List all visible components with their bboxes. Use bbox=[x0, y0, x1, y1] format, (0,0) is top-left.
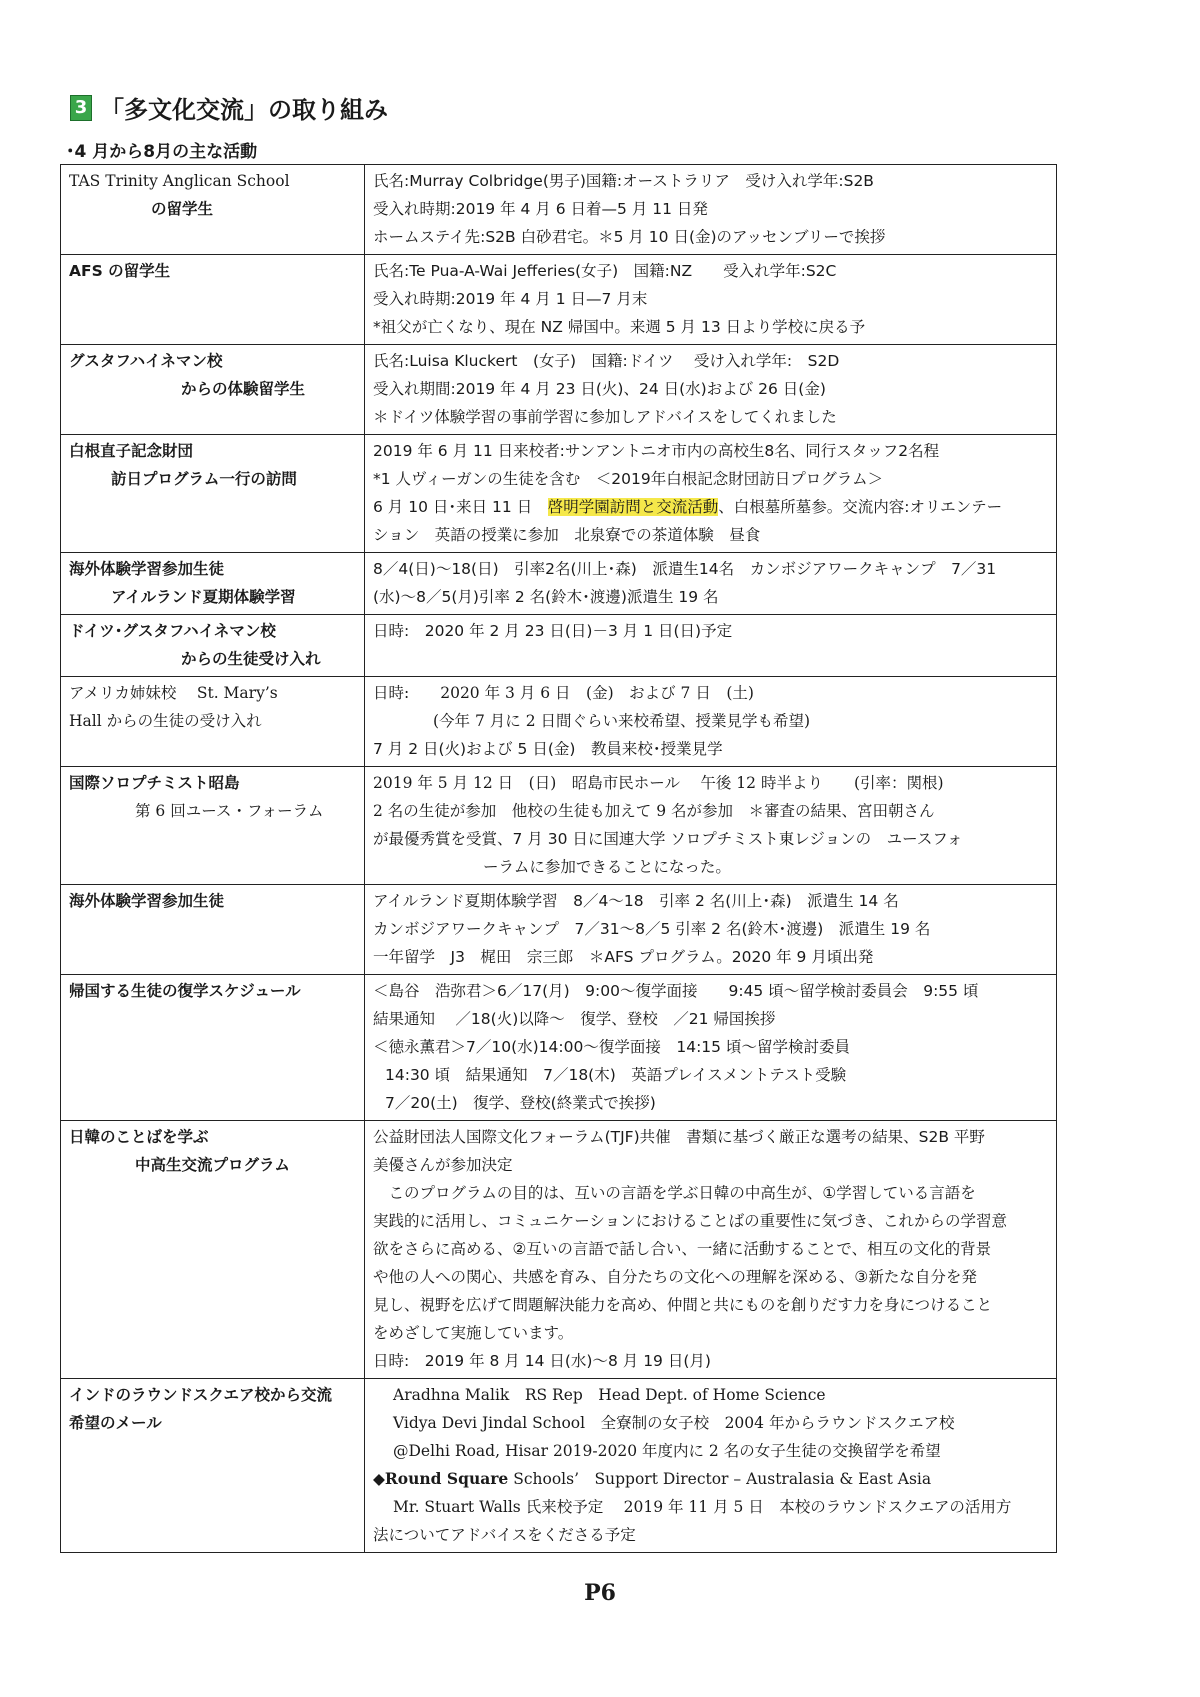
row-label: の留学生 bbox=[151, 200, 214, 218]
row-label: 帰国する生徒の復学スケジュール bbox=[69, 982, 301, 1000]
content-line: 公益財団法人国際文化フォーラム(TJF)共催 書類に基づく厳正な選考の結果、S2B 平野 bbox=[373, 1128, 985, 1146]
row-content-cell bbox=[365, 165, 1057, 255]
table-row bbox=[61, 1121, 1057, 1379]
row-label-cell bbox=[61, 975, 365, 1121]
row-content-cell bbox=[365, 1379, 1057, 1553]
table-row bbox=[61, 345, 1057, 435]
content-line: 14:30 頃 結果通知 7／18(木) 英語プレイスメントテスト受験 bbox=[385, 1066, 847, 1084]
row-label: ドイツ･グスタフハイネマン校 bbox=[69, 622, 276, 640]
row-label-cell bbox=[61, 677, 365, 767]
activities-table bbox=[60, 164, 1057, 1553]
row-label: TAS Trinity Anglican School bbox=[69, 172, 290, 190]
content-line: 日時: 2020 年 2 月 23 日(日)－3 月 1 日(日)予定 bbox=[373, 622, 733, 640]
row-label: 第 6 回ユース・フォーラム bbox=[135, 802, 324, 820]
content-line: 氏名:Luisa Kluckert (女子) 国籍:ドイツ 受け入れ学年: S2D bbox=[373, 352, 840, 370]
row-label-cell bbox=[61, 1121, 365, 1379]
content-line: 見し、視野を広げて問題解決能力を高め、仲間と共にものを創りだす力を身につけること bbox=[373, 1296, 993, 1314]
row-label-cell bbox=[61, 553, 365, 615]
line-text: 6 月 10 日･来日 11 日 bbox=[373, 498, 548, 516]
row-label: 訪日プログラム一行の訪問 bbox=[111, 470, 297, 488]
content-line: Mr. Stuart Walls 氏来校予定 2019 年 11 月 5 日 本校のラウンドスクエアの活用方 bbox=[393, 1498, 1012, 1516]
row-label: 希望のメール bbox=[69, 1414, 162, 1432]
row-content-cell bbox=[365, 677, 1057, 767]
content-line: や他の人への関心、共感を育み、自分たちの文化への理解を深める、③新たな自分を発 bbox=[373, 1268, 977, 1286]
content-line: Vidya Devi Jindal School 全寮制の女子校 2004 年からラウンドスクエア校 bbox=[393, 1414, 955, 1432]
row-label: 海外体験学習参加生徒 bbox=[69, 892, 225, 910]
content-line: このプログラムの目的は、互いの言語を学ぶ日韓の中高生が、①学習している言語を bbox=[373, 1184, 976, 1202]
content-line: 8／4(日)～18(日) 引率2名(川上･森) 派遣生14名 カンボジアワークキャンプ 7／31 bbox=[373, 560, 997, 578]
row-label-cell bbox=[61, 885, 365, 975]
row-content-cell bbox=[365, 345, 1057, 435]
content-line bbox=[373, 1465, 1048, 1493]
line-text: Schools’ Support Director – Australasia & East Asia bbox=[508, 1470, 932, 1488]
row-label: 白根直子記念財団 bbox=[69, 442, 194, 460]
content-line: @Delhi Road, Hisar 2019-2020 年度内に 2 名の女子生徒の交換留学を希望 bbox=[393, 1442, 941, 1460]
row-label: Hall からの生徒の受け入れ bbox=[69, 712, 262, 730]
content-line: 受入れ時期:2019 年 4 月 6 日着—5 月 11 日発 bbox=[373, 200, 708, 218]
row-content-cell bbox=[365, 1121, 1057, 1379]
content-line: (水)～8／5(月)引率 2 名(鈴木･渡邊)派遣生 19 名 bbox=[373, 588, 719, 606]
bold-text: ◆Round Square bbox=[373, 1469, 509, 1488]
row-content-cell bbox=[365, 975, 1057, 1121]
content-line: 2 名の生徒が参加 他校の生徒も加えて 9 名が参加 ＊審査の結果、宮田朝さん bbox=[373, 802, 935, 820]
content-line: アイルランド夏期体験学習 8／4～18 引率 2 名(川上･森) 派遣生 14 名 bbox=[373, 892, 899, 910]
table-row bbox=[61, 615, 1057, 677]
content-line: (今年 7 月に 2 日間ぐらい来校希望、授業見学も希望) bbox=[433, 712, 811, 730]
content-line: 日時: 2019 年 8 月 14 日(水)～8 月 19 日(月) bbox=[373, 1352, 711, 1370]
table-row bbox=[61, 975, 1057, 1121]
content-line: 美優さんが参加決定 bbox=[373, 1156, 513, 1174]
highlighted-text: 啓明学園訪問と交流活動 bbox=[547, 498, 719, 516]
section-title: 「多文化交流」の取り組み bbox=[100, 96, 388, 124]
row-label: アメリカ姉妹校 St. Mary’s bbox=[69, 684, 278, 702]
content-line: 実践的に活用し、コミュニケーションにおけることばの重要性に気づき、これからの学習意 bbox=[373, 1212, 1007, 1230]
content-line: が最優秀賞を受賞、7 月 30 日に国連大学 ソロプチミスト東レジョンの ユースフォ bbox=[373, 830, 963, 848]
row-content-cell bbox=[365, 435, 1057, 553]
row-label: からの生徒受け入れ bbox=[181, 650, 321, 668]
table-row bbox=[61, 1379, 1057, 1553]
table-row bbox=[61, 677, 1057, 767]
row-label-cell bbox=[61, 1379, 365, 1553]
content-line: ＊ドイツ体験学習の事前学習に参加しアドバイスをしてくれました bbox=[373, 408, 837, 426]
line-text: 、白根墓所墓参。交流内容:オリエンテー bbox=[718, 498, 1003, 516]
row-label: 国際ソロプチミスト昭島 bbox=[69, 774, 240, 792]
row-label: 海外体験学習参加生徒 bbox=[69, 560, 225, 578]
content-line: カンボジアワークキャンプ 7／31～8／5 引率 2 名(鈴木･渡邊) 派遣生 19 名 bbox=[373, 920, 931, 938]
row-label: グスタフハイネマン校 bbox=[69, 352, 223, 370]
page-number: P6 bbox=[584, 1580, 616, 1606]
subheading: ･4 月から8月の主な活動 bbox=[66, 142, 258, 162]
content-line: ホームステイ先:S2B 白砂君宅。＊5 月 10 日(金)のアッセンブリーで挨拶 bbox=[373, 228, 886, 246]
content-line: 7 月 2 日(火)および 5 日(金) 教員来校･授業見学 bbox=[373, 740, 723, 758]
row-label: インドのラウンドスクエア校から交流 bbox=[69, 1386, 333, 1404]
row-label: 中高生交流プログラム bbox=[135, 1156, 290, 1174]
row-content-cell bbox=[365, 767, 1057, 885]
content-line: ＜徳永薫君＞7／10(水)14:00～復学面接 14:15 頃～留学検討委員 bbox=[373, 1038, 850, 1056]
row-content-cell bbox=[365, 553, 1057, 615]
row-label-cell bbox=[61, 345, 365, 435]
content-line: 欲をさらに高める、②互いの言語で話し合い、一緒に活動することで、相互の文化的背景 bbox=[373, 1240, 992, 1258]
content-line: *祖父が亡くなり、現在 NZ 帰国中。来週 5 月 13 日より学校に戻る予 bbox=[373, 318, 866, 336]
content-line: 氏名:Te Pua-A-Wai Jefferies(女子) 国籍:NZ 受入れ学年:S2C bbox=[373, 262, 837, 280]
content-line: 結果通知 ／18(火)以降～ 復学、登校 ／21 帰国挨拶 bbox=[373, 1010, 776, 1028]
content-line: *1 人ヴィーガンの生徒を含む ＜2019年白根記念財団訪日プログラム＞ bbox=[373, 470, 884, 488]
row-content-cell bbox=[365, 885, 1057, 975]
table-row bbox=[61, 767, 1057, 885]
row-label: 日韓のことばを学ぶ bbox=[69, 1128, 209, 1146]
table-row bbox=[61, 435, 1057, 553]
content-line: 7／20(土) 復学、登校(終業式で挨拶) bbox=[385, 1094, 656, 1112]
content-line: ション 英語の授業に参加 北泉寮での茶道体験 昼食 bbox=[373, 526, 761, 544]
content-line: 法についてアドバイスをくださる予定 bbox=[373, 1526, 636, 1544]
content-line: ーラムに参加できることになった。 bbox=[483, 858, 731, 876]
row-label-cell bbox=[61, 767, 365, 885]
section-number-badge: 3 bbox=[70, 95, 92, 121]
table-row bbox=[61, 553, 1057, 615]
row-label-cell bbox=[61, 255, 365, 345]
row-content-cell bbox=[365, 255, 1057, 345]
content-line: ＜島谷 浩弥君＞6／17(月) 9:00～復学面接 9:45 頃～留学検討委員会 9:55 頃 bbox=[373, 982, 979, 1000]
content-line: 日時: 2020 年 3 月 6 日 (金) および 7 日 (土) bbox=[373, 684, 754, 702]
content-line: 受入れ時期:2019 年 4 月 1 日—7 月末 bbox=[373, 290, 648, 308]
content-line: をめざして実施しています。 bbox=[373, 1324, 574, 1342]
content-line: 2019 年 6 月 11 日来校者:サンアントニオ市内の高校生8名、同行スタッフ2名程 bbox=[373, 442, 940, 460]
content-line: Aradhna Malik RS Rep Head Dept. of Home Science bbox=[393, 1386, 826, 1404]
content-line: 受入れ期間:2019 年 4 月 23 日(火)、24 日(水)および 26 日(金) bbox=[373, 380, 826, 398]
table-row bbox=[61, 885, 1057, 975]
content-line bbox=[373, 493, 1048, 521]
section-heading bbox=[70, 90, 388, 125]
row-label: からの体験留学生 bbox=[181, 380, 306, 398]
table-row bbox=[61, 255, 1057, 345]
table-row bbox=[61, 165, 1057, 255]
content-line: 氏名:Murray Colbridge(男子)国籍:オーストラリア 受け入れ学年:S2B bbox=[373, 172, 874, 190]
row-label-cell bbox=[61, 615, 365, 677]
content-line: 一年留学 J3 梶田 宗三郎 ＊AFS プログラム。2020 年 9 月頃出発 bbox=[373, 948, 874, 966]
row-label-cell bbox=[61, 165, 365, 255]
content-line: 2019 年 5 月 12 日 (日) 昭島市民ホール 午後 12 時半より (引率：関根) bbox=[373, 774, 944, 792]
row-label: AFS の留学生 bbox=[69, 262, 171, 280]
row-label: アイルランド夏期体験学習 bbox=[111, 588, 296, 606]
row-content-cell bbox=[365, 615, 1057, 677]
row-label-cell bbox=[61, 435, 365, 553]
